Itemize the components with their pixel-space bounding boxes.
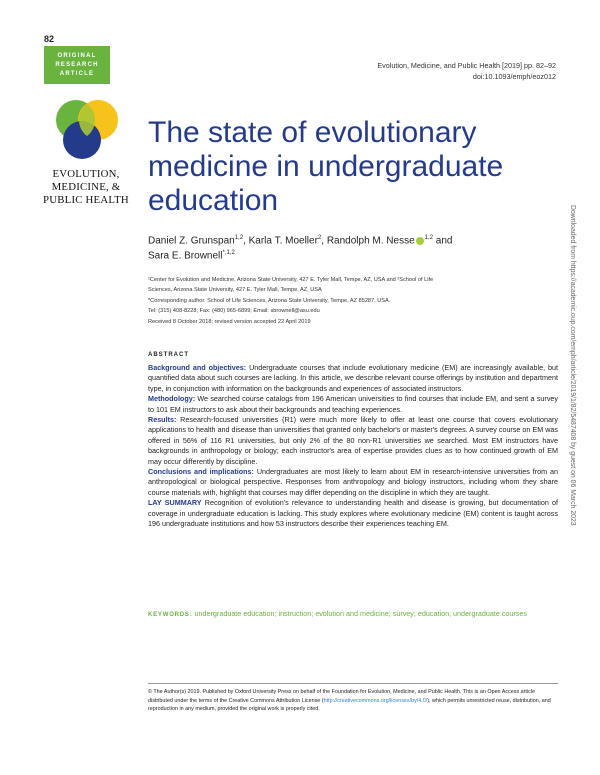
author-affiliation-ref: 1,2	[424, 235, 433, 241]
contact-line: Tel: (315) 408-8228; Fax: (480) 965-6899; Email: sbrownell@asu.edu	[148, 308, 320, 315]
keywords-text: undergraduate education; instruction; evolution and medicine; survey; education; undergraduate courses	[194, 609, 527, 618]
author-name[interactable]: Daniel Z. Grunspan	[148, 235, 235, 247]
author-separator: ,	[243, 235, 246, 247]
logo-text-line-2: MEDICINE, &	[51, 181, 121, 193]
author-name[interactable]: Sara E. Brownell	[148, 250, 223, 262]
download-watermark: Downloaded from https://academic.oup.com/emph/article/2019/1/82/5487408 by guest on 06 March 2023	[569, 205, 576, 526]
affiliations	[148, 275, 548, 327]
abstract-section-text: Undergraduates are most likely to learn about EM in research-intensive universities from an anthropological or biological perspective. Responses from anthropology and biology instructors, including whom they share course materials with, highlight that courses may differ depending on the discipline in which they are taught.	[148, 467, 558, 497]
article-title: The state of evolutionary medicine in undergraduate education	[148, 116, 504, 217]
footer-divider	[148, 683, 558, 684]
abstract-results	[148, 415, 558, 467]
abstract-background	[148, 363, 558, 394]
license-link[interactable]: http://creativecommons.org/licenses/by/4.0/	[323, 697, 428, 704]
license-text: ), which permits unrestricted reuse, distribution, and reproduction in any medium, provided the original work is properly cited.	[148, 697, 551, 713]
author-conjunction: and	[435, 235, 453, 247]
affiliation-line: Sciences, Arizona State University, 427 E. Tyler Mall, Tempe, AZ, USA	[148, 287, 322, 294]
abstract-section-text: Undergraduate courses that include evolutionary medicine (EM) are increasingly available, but quantified data about such courses are lacking. In this article, we describe relevant course offerings by institution and department type, in conjunction with information on the backgrounds and experiences of associated instructors.	[148, 363, 559, 393]
journal-info	[377, 60, 556, 82]
author-affiliation-ref: 2	[317, 235, 322, 241]
author-affiliation-ref: 1,2	[234, 235, 244, 241]
abstract-body	[148, 363, 558, 530]
badge-line-2: RESEARCH	[55, 61, 99, 68]
abstract-heading: ABSTRACT	[148, 352, 189, 358]
received-dates: Received 8 October 2018; revised version accepted 22 April 2019	[148, 318, 311, 325]
author-separator: ,	[321, 235, 325, 247]
author-affiliation-ref: *,1,2	[222, 250, 235, 257]
license-text: © The Author(s) 2019. Published by Oxford University Press on behalf of the Foundation for Evolution, Medicine, and Public Health. This is an Open Access article distributed under the terms of the Creative Commons Attribution License (	[148, 689, 536, 704]
author-name[interactable]: Randolph M. Nesse	[326, 235, 415, 247]
journal-citation: Evolution, Medicine, and Public Health [2019] pp. 82–92	[377, 61, 556, 70]
abstract-lay-summary	[148, 498, 558, 529]
license-statement	[148, 688, 560, 714]
abstract-section-label: Conclusions and implications:	[148, 467, 254, 477]
abstract-conclusions	[148, 467, 558, 498]
abstract-section-label: LAY SUMMARY	[148, 498, 202, 508]
abstract-section-text: Recognition of evolution's relevance to understanding health and disease is growing, but documentation of coverage in undergraduate education is lacking. This study explores where evolutionary medicine (EM) content is taught across 196 undergraduate institutions and how 53 instructors describe their experiences teaching EM.	[148, 498, 558, 529]
abstract-section-text: Research-focused universities (R1) were much more likely to offer at least one course that covers evolutionary applications to health and disease than universities that granted only bachelor's or master's degrees. A survey course on EM was offered in 56% of 116 R1 universities, but only 2% of the 80 non-R1 universities we searched. Most EM instructors have backgrounds in anthropology or biology; each instructor's area of expertise provides clues as to how continued growth of EM may occur differently by discipline.	[148, 415, 558, 466]
author-list	[148, 232, 548, 263]
abstract-section-label: Results:	[148, 415, 177, 425]
abstract-section-text: We searched course catalogs from 196 American universities to find courses that include EM, and sent a survey to 101 EM instructors to ask about their backgrounds and teaching experiences.	[148, 394, 558, 414]
logo-text-line-1: EVOLUTION,	[52, 168, 120, 180]
affiliation-line: ¹Center for Evolution and Medicine, Arizona State University, 427 E. Tyler Mall, Tempe, AZ, USA and ²School of Life	[148, 277, 434, 283]
page-number: 82	[44, 34, 55, 44]
abstract-section-label: Methodology:	[148, 394, 196, 404]
orcid-icon[interactable]	[416, 237, 424, 245]
doi[interactable]: doi:10.1093/emph/eoz012	[472, 72, 556, 81]
badge-line-3: ARTICLE	[59, 70, 95, 77]
journal-logo-icon	[52, 98, 122, 164]
keywords	[148, 609, 558, 620]
journal-logo-text	[36, 168, 136, 207]
author-name[interactable]: Karla T. Moeller	[248, 235, 318, 247]
abstract-methodology	[148, 394, 558, 415]
corresponding-author: *Corresponding author. School of Life Sciences, Arizona State University, Tempe, AZ 85287, USA.	[148, 297, 391, 304]
article-type-badge	[44, 46, 110, 84]
abstract-section-label: Background and objectives:	[148, 363, 247, 372]
logo-text-line-3: PUBLIC HEALTH	[43, 194, 129, 206]
keywords-label: KEYWORDS:	[148, 612, 193, 618]
badge-line-1: ORIGINAL	[57, 52, 97, 59]
